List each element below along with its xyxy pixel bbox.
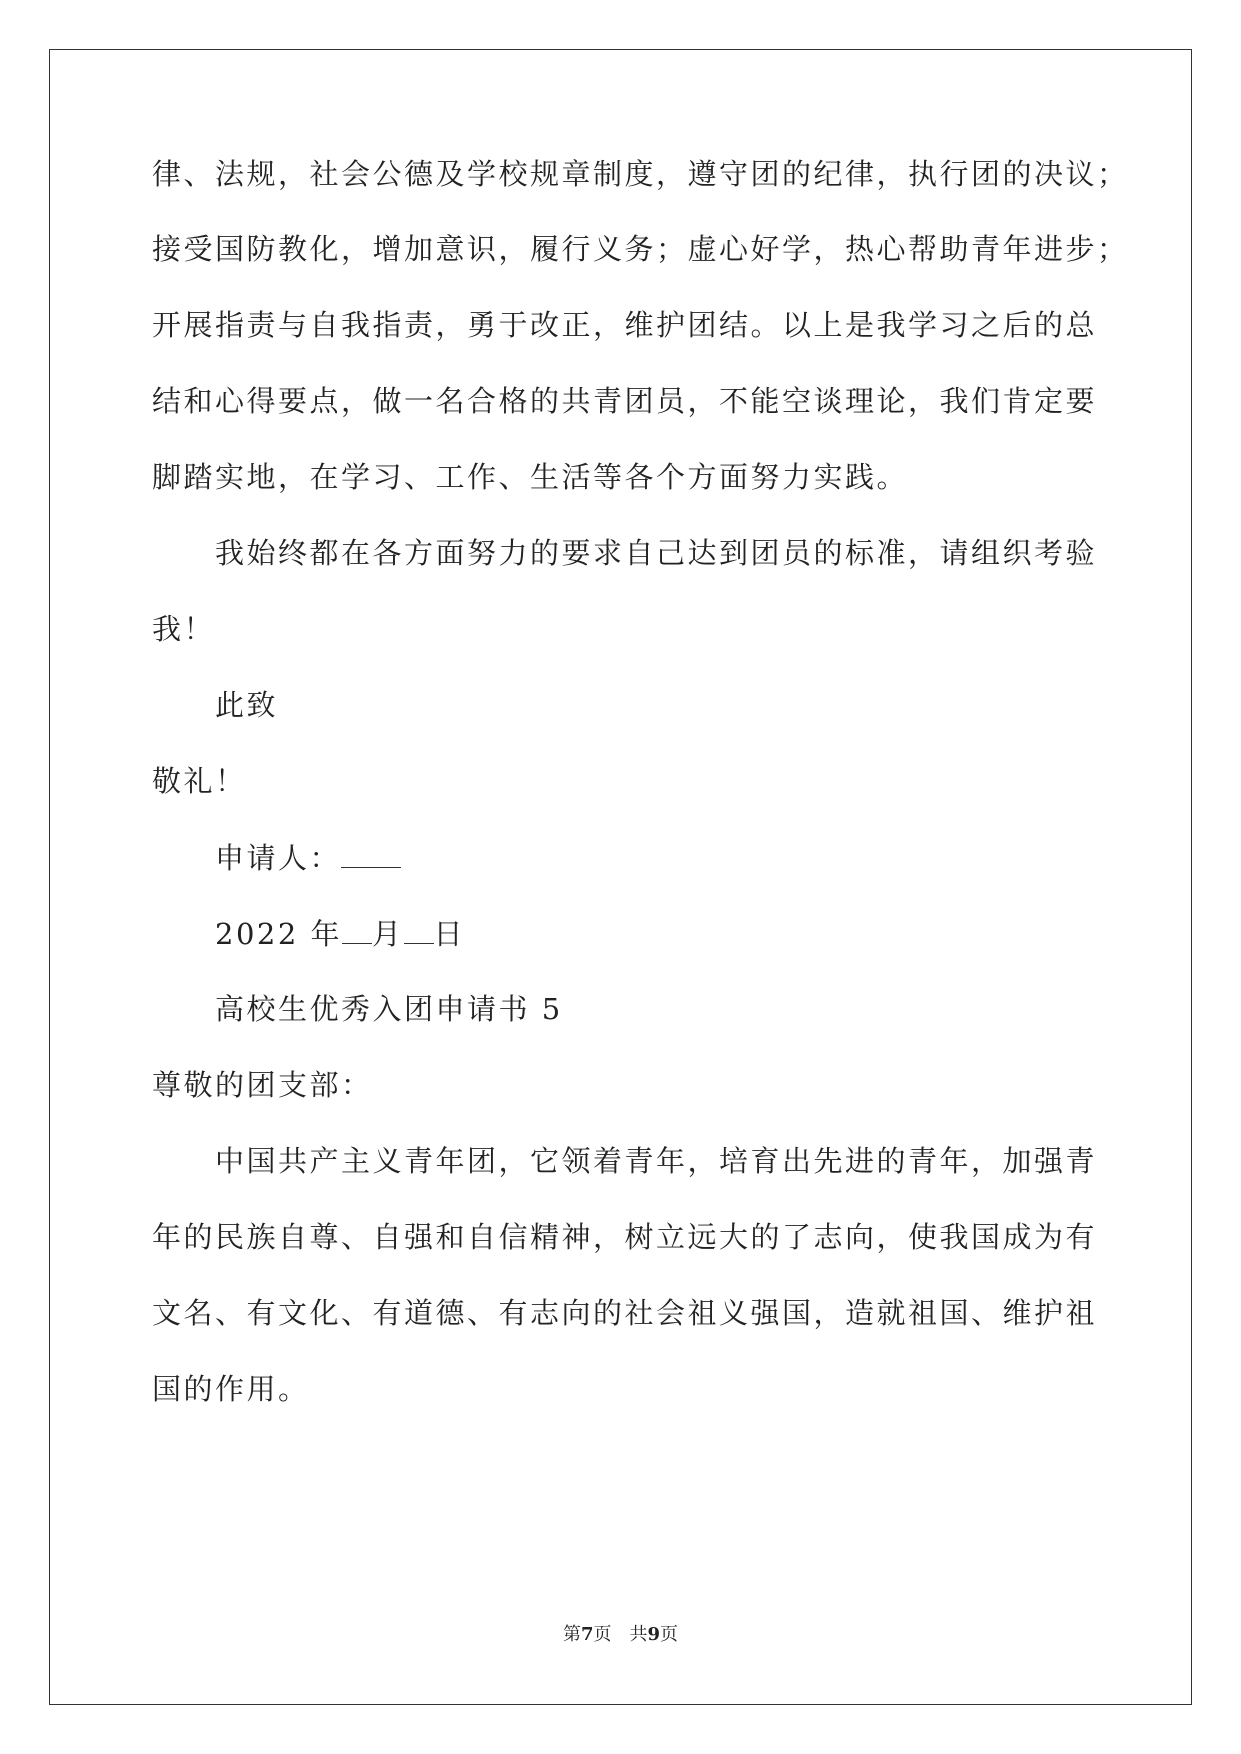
page-current: 7 (580, 1624, 594, 1645)
paragraph-line: 中国共产主义青年团，它领着青年，培育出先进的青年，加强青 (215, 1144, 1098, 1178)
closing-salutation: 此致 (215, 688, 279, 722)
paragraph-line: 脚踏实地，在学习、工作、生活等各个方面努力实践。 (152, 460, 909, 494)
paragraph-line: 结和心得要点，做一名合格的共青团员，不能空谈理论，我们肯定要 (152, 384, 1098, 418)
month-blank (342, 913, 372, 944)
applicant-label: 申请人： (215, 841, 342, 875)
page-total: 9 (647, 1624, 661, 1645)
date-month-label: 月 (372, 917, 404, 951)
page-footer (0, 1620, 1241, 1646)
date-day-label: 日 (433, 917, 466, 951)
paragraph-line: 国的作用。 (152, 1372, 310, 1406)
paragraph-line: 开展指责与自我指责，勇于改正，维护团结。以上是我学习之后的总 (152, 308, 1098, 342)
date-line (215, 913, 465, 953)
greeting: 尊敬的团支部： (152, 1068, 373, 1102)
applicant-blank (341, 837, 401, 868)
date-year: 2022 年 (215, 917, 343, 951)
paragraph-line: 接受国防教化，增加意识，履行义务；虚心好学，热心帮助青年进步； (152, 232, 1129, 266)
paragraph-line: 律、法规，社会公德及学校规章制度，遵守团的纪律，执行团的决议； (152, 157, 1129, 191)
closing-regards: 敬礼！ (152, 764, 247, 798)
paragraph-line: 我始终都在各方面努力的要求自己达到团员的标准，请组织考验 (215, 536, 1098, 570)
paragraph-line: 我！ (152, 612, 216, 646)
section-title: 高校生优秀入团申请书 5 (215, 992, 563, 1026)
paragraph-line: 文名、有文化、有道德、有志向的社会祖义强国，造就祖国、维护祖 (152, 1296, 1098, 1330)
page-suffix: 页 (660, 1624, 679, 1645)
day-blank (404, 913, 434, 944)
page-mid: 页 共 (593, 1624, 648, 1645)
page-prefix: 第 (562, 1624, 581, 1645)
paragraph-line: 年的民族自尊、自强和自信精神，树立远大的了志向，使我国成为有 (152, 1220, 1098, 1254)
applicant-line (215, 837, 401, 877)
